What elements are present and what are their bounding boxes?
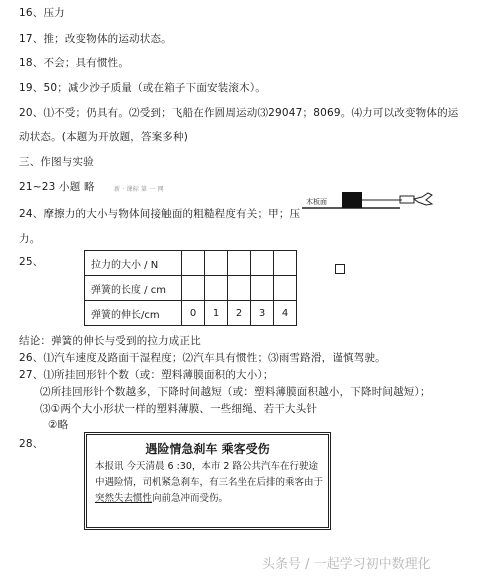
table-row	[85, 301, 297, 326]
table-cell	[182, 251, 205, 276]
block	[342, 192, 362, 208]
table-cell	[251, 276, 274, 301]
table-cell: 0	[182, 301, 205, 326]
table-row	[85, 276, 297, 301]
answer-20-line1: 20、⑴不受；仍具有。⑵受到；飞船在作圆周运动⑶29047；8069。⑷力可以改变物体的运	[19, 107, 459, 119]
answer-26: 26、⑴汽车速度及路面干湿程度；⑵汽车具有惯性；⑶雨雪路滑，谨慎驾驶。	[19, 352, 386, 364]
news-headline: 遇险情急刹车 乘客受伤	[145, 442, 270, 456]
board-label: 木板面	[306, 198, 327, 206]
spring-scale	[400, 196, 414, 203]
table-row	[85, 251, 297, 276]
conclusion: 结论：弹簧的伸长与受到的拉力成正比	[19, 335, 201, 347]
small-square-mark	[335, 264, 345, 274]
answer-25-label: 25、	[19, 256, 44, 268]
faded-watermark-text: 新 · 课标 第 一 网	[114, 186, 164, 193]
table-cell	[205, 276, 228, 301]
answer-28-label: 28、	[19, 438, 44, 450]
friction-diagram	[300, 186, 440, 218]
answer-18: 18、不会；具有惯性。	[19, 57, 130, 69]
answer-17: 17、推；改变物体的运动状态。	[19, 33, 172, 45]
watermark-text: 头条号 / 一起学习初中数理化	[262, 557, 431, 572]
news-body-suffix: 向前急冲而受伤。	[152, 493, 229, 504]
row-label: 弹簧的伸长/cm	[85, 301, 182, 326]
row-label: 弹簧的长度 / cm	[85, 276, 182, 301]
news-underlined-phrase: 突然失去惯性	[95, 493, 153, 504]
news-article-box	[84, 432, 331, 530]
answer-27-line3: ⑶①两个大小形状一样的塑料薄膜、一些细绳、若干大头针	[40, 403, 318, 415]
news-body-prefix: 本报讯 今天清晨 6 :30，本市 2 路公共汽车在行驶途中遇险情，司机紧急刹车，有三名坐在后排的乘客由于	[95, 461, 324, 488]
table-cell: 1	[205, 301, 228, 326]
answer-27-line1: 27、⑴所挂回形针个数（或：塑料薄膜面积的大小）；	[19, 369, 274, 381]
section-heading-3: 三、作图与实验	[19, 156, 94, 168]
answer-24-line1: 24、摩擦力的大小与物体间接触面的粗糙程度有关；甲；压	[19, 208, 301, 220]
table-cell	[274, 276, 297, 301]
news-body	[95, 459, 323, 507]
row-label: 拉力的大小 / N	[85, 251, 182, 276]
answer-16: 16、压力	[19, 7, 65, 19]
table-cell	[251, 251, 274, 276]
table-cell: 4	[274, 301, 297, 326]
table-cell	[182, 276, 205, 301]
answer-20-line2: 动状态。(本题为开放题，答案多种)	[19, 131, 189, 143]
hand-icon	[414, 193, 432, 205]
answer-19: 19、50；减少沙子质量（或在箱子下面安装滚木）。	[19, 82, 266, 94]
answer-21-23: 21~23 小题 略	[19, 181, 95, 193]
answer-27-line2: ⑵所挂回形针个数越多，下降时间越短（或：塑料薄膜面积越小，下降时间越短）；	[40, 386, 431, 398]
table-cell	[274, 251, 297, 276]
table-cell	[228, 276, 251, 301]
answer-24-line2: 力。	[19, 233, 41, 245]
answer-27-line4: ②略	[48, 419, 69, 431]
spring-data-table	[84, 250, 297, 326]
table-cell	[228, 251, 251, 276]
table-cell: 3	[251, 301, 274, 326]
table-cell: 2	[228, 301, 251, 326]
table-cell	[205, 251, 228, 276]
